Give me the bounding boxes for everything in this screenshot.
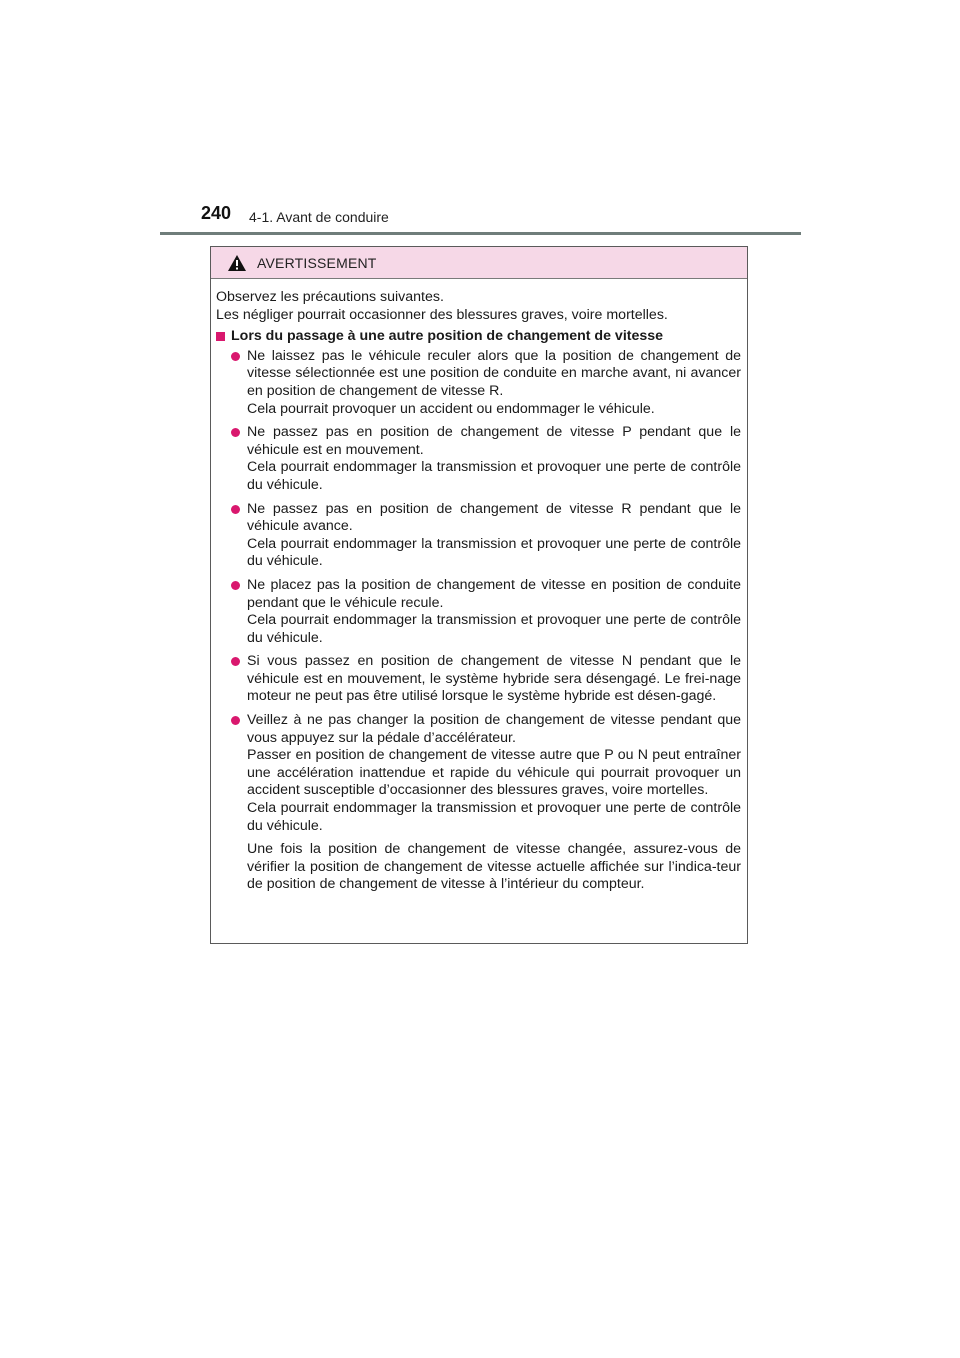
circle-bullet-icon <box>231 505 240 514</box>
topic-heading <box>216 328 741 346</box>
bullet-paragraph: Ne laissez pas le véhicule reculer alors que la position de changement de vitesse sélectionnée est une position de conduite en marche avant, ni avancer en position de changement de vitesse R. <box>247 347 741 399</box>
list-item <box>216 712 741 835</box>
circle-bullet-icon <box>231 581 240 590</box>
warning-triangle-icon <box>227 254 247 272</box>
intro-line: Observez les précautions suivantes. <box>216 289 444 305</box>
closing-note: Une fois la position de changement de vitesse changée, assurez-vous de vérifier la position de changement de vitesse actuelle affichée sur l’indica-teur de position de changement de vitesse à l’intérieur du compteur. <box>247 841 741 893</box>
bullet-paragraph: Cela pourrait endommager la transmission et provoquer une perte de contrôle du véhicule. <box>247 535 741 570</box>
header-divider <box>160 232 801 235</box>
list-item <box>216 653 741 706</box>
bullet-paragraph: Cela pourrait endommager la transmission et provoquer une perte de contrôle du véhicule. <box>247 800 741 834</box>
circle-bullet-icon <box>231 428 240 437</box>
bullet-paragraph: Si vous passez en position de changement de vitesse N pendant que le véhicule est en mouvement, le système hybride sera désengagé. Le frei-nage moteur ne peut pas être utilisé lorsque le système hybride est désen-gagé. <box>247 653 741 705</box>
page-header <box>201 203 821 231</box>
bullet-paragraph: Cela pourrait provoquer un accident ou endommager le véhicule. <box>247 400 655 417</box>
topic-title: Lors du passage à une autre position de changement de vitesse <box>231 328 664 345</box>
list-item <box>216 501 741 571</box>
warning-box <box>210 246 748 944</box>
list-item <box>216 424 741 494</box>
square-bullet-icon <box>216 332 225 341</box>
bullet-paragraph: Veillez à ne pas changer la position de changement de vitesse pendant que vous appuyez sur la pédale d’accélérateur. <box>247 712 741 746</box>
bullet-paragraph: Cela pourrait endommager la transmission et provoquer une perte de contrôle du véhicule. <box>247 612 741 646</box>
warning-bullets <box>216 348 741 835</box>
list-item <box>216 348 741 418</box>
circle-bullet-icon <box>231 657 240 666</box>
warning-header <box>211 247 747 279</box>
bullet-paragraph: Ne passez pas en position de changement de vitesse P pendant que le véhicule est en mouvement. <box>247 424 741 458</box>
bullet-paragraph: Ne passez pas en position de changement de vitesse R pendant que le véhicule avance. <box>247 500 741 535</box>
list-item <box>216 577 741 647</box>
circle-bullet-icon <box>231 716 240 725</box>
warning-intro <box>216 289 741 324</box>
page-number: 240 <box>201 203 232 223</box>
intro-line: Les négliger pourrait occasionner des blessures graves, voire mortelles. <box>216 306 668 323</box>
bullet-paragraph: Cela pourrait endommager la transmission et provoquer une perte de contrôle du véhicule. <box>247 459 741 493</box>
warning-body <box>211 279 747 894</box>
bullet-paragraph: Ne placez pas la position de changement de vitesse en position de conduite pendant que le véhicule recule. <box>247 576 741 611</box>
section-title: 4-1. Avant de conduire <box>249 209 389 225</box>
bullet-paragraph: Passer en position de changement de vitesse autre que P ou N peut entraîner une accélération inattendue et rapide du véhicule qui pourrait provoquer un accident susceptible d’occasionner des blessures graves, voire mortelles. <box>247 747 741 799</box>
warning-label: AVERTISSEMENT <box>257 254 377 271</box>
circle-bullet-icon <box>231 352 240 361</box>
